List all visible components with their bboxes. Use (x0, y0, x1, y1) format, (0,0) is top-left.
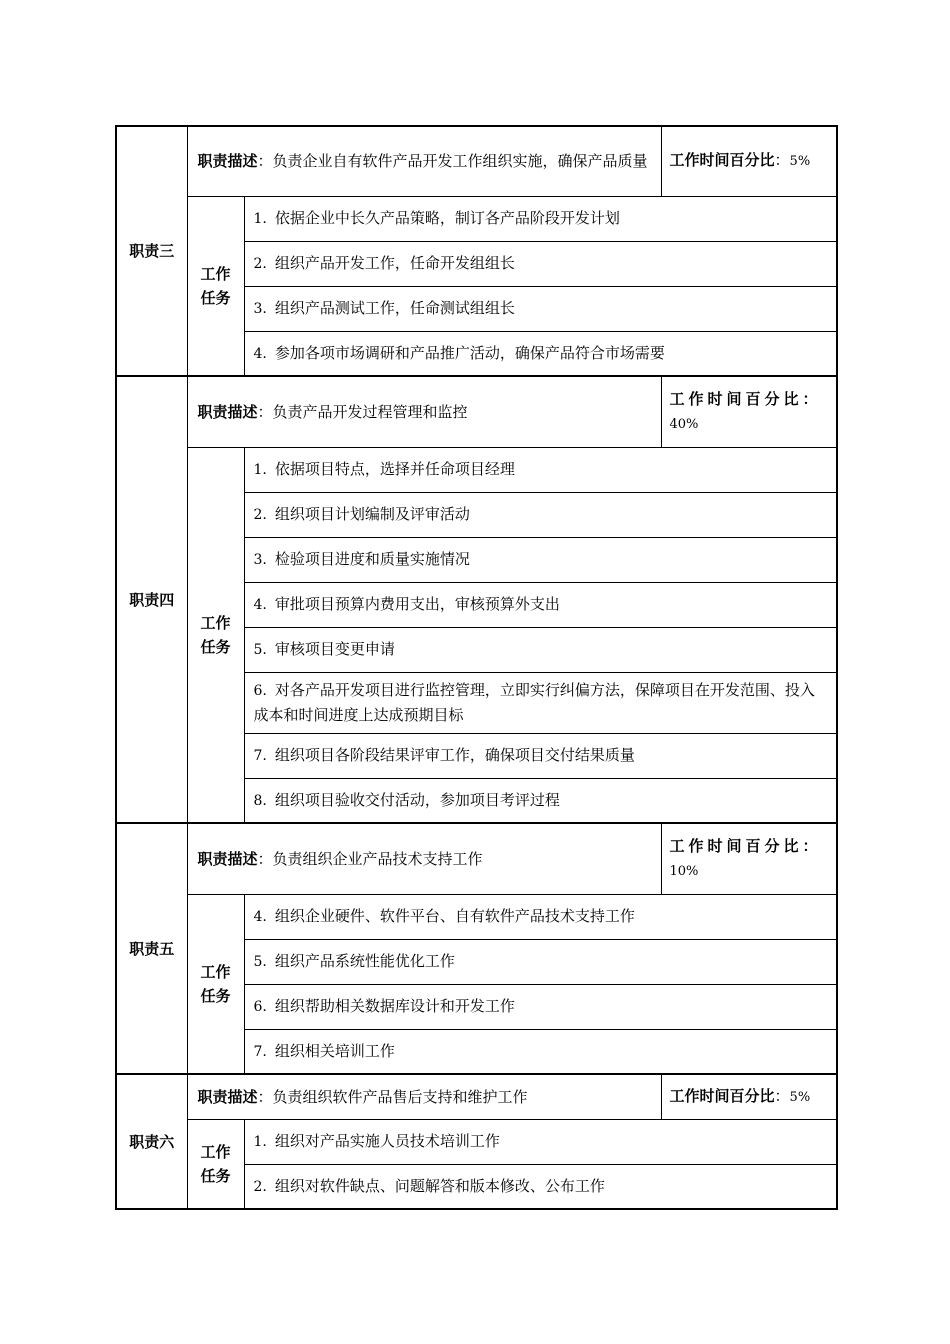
task-number: 6. (253, 683, 267, 699)
task-item (244, 939, 837, 984)
task-number: 7. (253, 748, 267, 764)
pct-label: 工作时间百分比 (669, 836, 803, 855)
task-text: 组织对产品实施人员技术培训工作 (274, 1132, 500, 1150)
task-item (244, 447, 837, 492)
task-number: 2. (253, 507, 267, 523)
pct-label: 工作时间百分比 (669, 1086, 775, 1105)
pct-colon: ： (802, 389, 818, 408)
task-text: 组织产品开发工作，任命开发组组长 (274, 254, 515, 272)
pct-value: 5% (789, 154, 811, 170)
pct-value: 5% (789, 1089, 811, 1105)
task-text: 审批项目预算内费用支出，审核预算外支出 (274, 595, 560, 613)
task-number: 8. (253, 792, 267, 809)
task-item (244, 1029, 837, 1074)
task-number: 1. (253, 211, 267, 227)
task-item (244, 733, 837, 778)
time-percentage (661, 126, 837, 196)
task-item (244, 331, 837, 376)
task-number: 1. (253, 462, 267, 478)
duty-label: 职责五 (116, 823, 187, 1074)
desc-colon: ： (257, 152, 273, 171)
task-item (244, 1119, 837, 1164)
task-text: 对各产品开发项目进行监控管理，立即实行纠偏方法，保障项目在开发范围、投入成本和时间进度上达成预期目标 (253, 681, 815, 724)
duty-description (187, 376, 661, 447)
task-number: 6. (253, 999, 267, 1015)
task-label-text: 工作 任务 (200, 1142, 231, 1185)
desc-label: 职责描述 (197, 1087, 258, 1106)
desc-text: 负责企业自有软件产品开发工作组织实施，确保产品质量 (272, 152, 648, 171)
task-item (244, 492, 837, 537)
task-item (244, 241, 837, 286)
task-text: 组织产品系统性能优化工作 (274, 952, 455, 970)
task-number: 2. (253, 1178, 267, 1195)
desc-colon: ： (257, 1087, 273, 1106)
task-item (244, 582, 837, 627)
task-label (187, 894, 244, 1074)
pct-colon: ： (802, 836, 818, 855)
task-text: 组织帮助相关数据库设计和开发工作 (274, 997, 515, 1015)
task-text: 检验项目进度和质量实施情况 (274, 550, 470, 568)
task-text: 组织对软件缺点、问题解答和版本修改、公布工作 (274, 1176, 605, 1195)
task-label (187, 1119, 244, 1209)
desc-label: 职责描述 (197, 849, 258, 868)
time-percentage (661, 823, 837, 894)
task-text: 组织项目各阶段结果评审工作，确保项目交付结果质量 (274, 746, 635, 764)
task-number: 1. (253, 1134, 267, 1150)
desc-colon: ： (257, 402, 273, 421)
task-text: 参加各项市场调研和产品推广活动，确保产品符合市场需要 (274, 343, 665, 362)
task-number: 3. (253, 552, 267, 568)
pct-value: 40% (669, 416, 699, 432)
task-number: 7. (253, 1043, 267, 1060)
task-number: 4. (253, 345, 267, 362)
duty-label: 职责四 (116, 376, 187, 823)
task-item (244, 286, 837, 331)
task-number: 5. (253, 954, 267, 970)
task-item (244, 984, 837, 1029)
desc-text: 负责组织软件产品售后支持和维护工作 (272, 1087, 528, 1106)
task-label (187, 447, 244, 823)
time-percentage (661, 1074, 837, 1119)
task-number: 4. (253, 909, 267, 925)
task-text: 组织项目计划编制及评审活动 (274, 505, 470, 523)
desc-colon: ： (257, 849, 273, 868)
duty-description (187, 823, 661, 894)
task-text: 依据项目特点，选择并任命项目经理 (274, 460, 515, 478)
time-percentage (661, 376, 837, 447)
pct-colon: ： (774, 1086, 790, 1105)
task-text: 依据企业中长久产品策略，制订各产品阶段开发计划 (274, 209, 620, 227)
task-text: 组织企业硬件、软件平台、自有软件产品技术支持工作 (274, 907, 635, 925)
duty-description (187, 1074, 661, 1119)
desc-label: 职责描述 (197, 402, 258, 421)
duty-table (115, 125, 838, 1210)
task-text: 组织项目验收交付活动，参加项目考评过程 (274, 790, 560, 809)
task-item (244, 894, 837, 939)
task-number: 2. (253, 256, 267, 272)
pct-colon: ： (774, 151, 790, 170)
pct-label: 工作时间百分比 (669, 151, 775, 170)
duty-label: 职责六 (116, 1074, 187, 1209)
task-label-text: 工作 任务 (200, 264, 231, 307)
task-number: 4. (253, 597, 267, 613)
task-item (244, 196, 837, 241)
task-item (244, 1164, 837, 1209)
pct-label: 工作时间百分比 (669, 389, 803, 408)
desc-label: 职责描述 (197, 152, 258, 171)
task-number: 5. (253, 642, 267, 658)
task-label-text: 工作 任务 (200, 962, 231, 1005)
task-item (244, 672, 837, 733)
task-number: 3. (253, 301, 267, 317)
task-item (244, 778, 837, 823)
task-text: 审核项目变更申请 (274, 640, 395, 658)
duty-description (187, 126, 661, 196)
task-item (244, 537, 837, 582)
pct-value: 10% (669, 863, 699, 879)
desc-text: 负责组织企业产品技术支持工作 (272, 849, 483, 868)
desc-text: 负责产品开发过程管理和监控 (272, 402, 468, 421)
task-label (187, 196, 244, 376)
task-item (244, 627, 837, 672)
duty-label: 职责三 (116, 126, 187, 376)
task-text: 组织相关培训工作 (274, 1041, 395, 1060)
task-text: 组织产品测试工作，任命测试组组长 (274, 299, 515, 317)
task-label-text: 工作 任务 (200, 613, 231, 656)
